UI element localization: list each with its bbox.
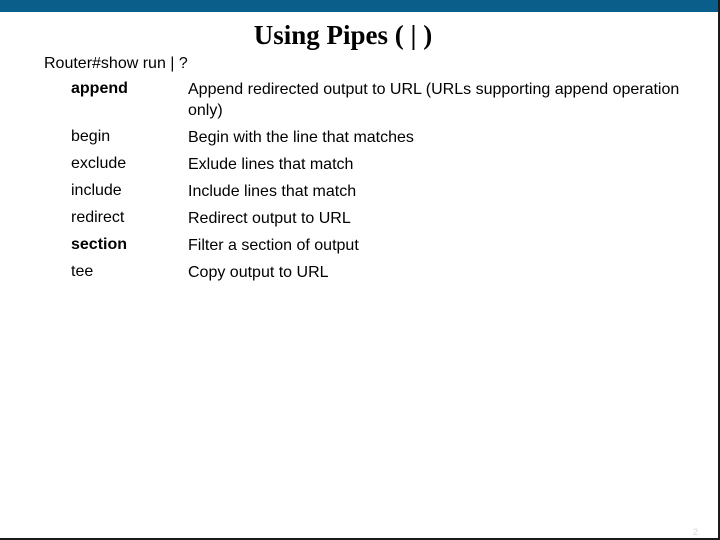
- command-name: redirect: [71, 209, 125, 226]
- command-row-append: [71, 79, 691, 121]
- header-bar: [0, 0, 720, 12]
- command-name: append: [71, 80, 128, 97]
- command-description: Include lines that match: [188, 183, 357, 200]
- command-row-section: [71, 235, 691, 256]
- command-name: section: [71, 236, 128, 253]
- command-row-begin: [71, 127, 691, 148]
- command-row-tee: [71, 262, 691, 283]
- command-row-include: [71, 181, 691, 202]
- cli-prompt: Router#show run | ?: [44, 55, 188, 72]
- command-description: Redirect output to URL: [188, 210, 351, 227]
- command-description: Copy output to URL: [188, 264, 329, 281]
- command-row-redirect: [71, 208, 691, 229]
- pipe-command-list: [71, 79, 691, 289]
- command-name: include: [71, 182, 122, 199]
- command-description: Filter a section of output: [188, 237, 359, 254]
- command-description: Begin with the line that matches: [188, 129, 414, 146]
- command-description: Exlude lines that match: [188, 156, 354, 173]
- page-number: 2: [692, 527, 698, 537]
- command-name: begin: [71, 128, 111, 145]
- command-name: tee: [71, 263, 94, 280]
- command-name: exclude: [71, 155, 127, 172]
- command-description: Append redirected output to URL (URLs supporting append operation only): [188, 81, 680, 119]
- command-row-exclude: [71, 154, 691, 175]
- slide-title: Using Pipes ( | ): [253, 20, 433, 50]
